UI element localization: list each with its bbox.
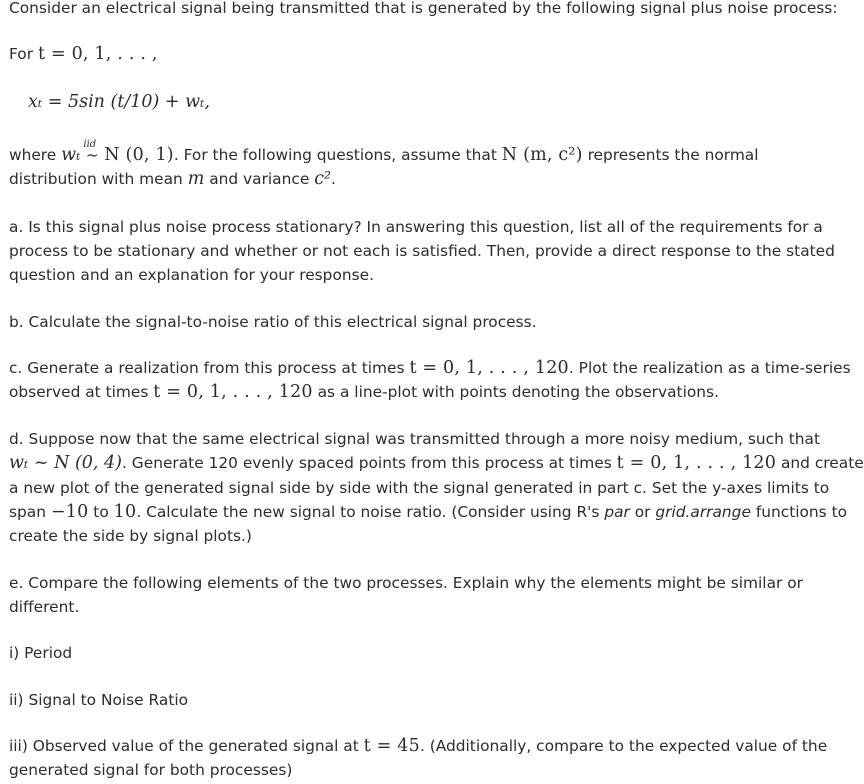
where-word: where — [9, 146, 62, 164]
noise-symbol: wₜ — [61, 145, 81, 165]
question-e-line2 — [9, 596, 79, 618]
dist-period: . — [331, 170, 336, 188]
question-c-text2a: observed at times — [9, 383, 154, 401]
question-d-text5: create the side by signal plots.) — [9, 527, 252, 545]
question-d-line2 — [9, 452, 864, 474]
question-d-text2a: . Generate 120 evenly spaced points from this process at times — [122, 454, 617, 472]
sub-item-observed-line1 — [9, 735, 827, 757]
sub-item-observed-line2 — [9, 759, 292, 781]
intro-line — [9, 0, 838, 19]
tilde-symbol: ~ — [85, 146, 99, 164]
question-d-line5 — [9, 525, 252, 547]
question-a-text2: process to be stationary and whether or not each is satisfied. Then, provide a direct response to the stated — [9, 242, 835, 260]
where-text2: represents the normal — [582, 146, 759, 164]
sub-item-ii-text: ii) Signal to Noise Ratio — [9, 691, 189, 709]
question-d-line3 — [9, 477, 829, 499]
sub-item-period — [9, 642, 72, 664]
normal-notation: N (m, c²) — [501, 145, 583, 165]
for-prefix: For — [9, 45, 38, 63]
sub-item-iii-text1a: iii) Observed value of the generated signal at — [9, 737, 364, 755]
question-d-text4e: functions to — [750, 503, 848, 521]
question-d-text4d: or — [629, 503, 656, 521]
question-b-line1 — [9, 311, 537, 333]
question-e-line1 — [9, 572, 803, 594]
intro-text: Consider an electrical signal being transmitted that is generated by the following signal plus noise process: — [9, 0, 838, 17]
question-a-line2 — [9, 240, 835, 262]
question-d-text4c: . Calculate the new signal to noise ratio. (Consider using R's — [136, 503, 605, 521]
for-math: t = 0, 1, . . . , — [37, 44, 158, 64]
question-d-line1 — [9, 428, 820, 450]
where-text: . For the following questions, assume that — [173, 146, 502, 164]
iid-label: iid — [83, 139, 97, 150]
question-a-line3 — [9, 264, 374, 286]
iid-tilde — [83, 139, 99, 166]
question-b-text: b. Calculate the signal-to-noise ratio of this electrical signal process. — [9, 313, 537, 331]
question-c-math1: t = 0, 1, . . . , 120 — [409, 358, 569, 378]
question-d-text4b: to — [88, 503, 114, 521]
par-function: par — [604, 503, 630, 521]
question-d-text2b: and create — [776, 454, 864, 472]
grid-arrange-function: grid.arrange — [655, 503, 751, 521]
question-c-math2: t = 0, 1, . . . , 120 — [153, 382, 313, 402]
mean-symbol: m — [187, 169, 205, 189]
question-d-line4 — [9, 501, 847, 523]
dist-text2: and variance — [204, 170, 315, 188]
sub-item-snr — [9, 689, 188, 711]
question-c-text1b: . Plot the realization as a time-series — [568, 359, 851, 377]
where-line — [9, 139, 759, 166]
question-d-math2: t = 0, 1, . . . , 120 — [616, 453, 777, 473]
dist-text: distribution with mean — [9, 170, 188, 188]
sub-item-i-text: i) Period — [9, 644, 73, 662]
equation-math: xₜ = 5sin (t/10) + wₜ, — [28, 92, 211, 112]
question-e-text1: e. Compare the following elements of the two processes. Explain why the elements might be similar or — [9, 574, 803, 592]
question-d-math1: wₜ ~ N (0, 4) — [9, 453, 123, 473]
question-d-text4a: span — [9, 503, 51, 521]
process-equation — [28, 91, 210, 113]
question-c-line2 — [9, 381, 719, 403]
sub-item-iii-math: t = 45 — [363, 736, 420, 756]
question-d-math-neg10: −10 — [50, 502, 89, 522]
question-e-text2: different. — [9, 598, 80, 616]
question-a-text3: question and an explanation for your response. — [9, 266, 375, 284]
question-d-text3: a new plot of the generated signal side by side with the signal generated in part c. Set the y-axes limits to — [9, 479, 830, 497]
sub-item-iii-text1b: . (Additionally, compare to the expected value of the — [419, 737, 828, 755]
for-line — [9, 43, 158, 65]
question-d-text1: d. Suppose now that the same electrical signal was transmitted through a more noisy medium, such that — [9, 430, 821, 448]
question-c-text1a: c. Generate a realization from this process at times — [9, 359, 410, 377]
distribution-line — [9, 168, 336, 190]
question-c-line1 — [9, 357, 851, 379]
question-c-text2b: as a line-plot with points denoting the observations. — [312, 383, 719, 401]
noise-distribution: N (0, 1) — [104, 145, 174, 165]
variance-symbol: c² — [314, 169, 332, 189]
question-a-line1 — [9, 216, 823, 238]
question-d-math-10: 10 — [113, 502, 137, 522]
sub-item-iii-text2: generated signal for both processes) — [9, 761, 293, 779]
question-a-text1: a. Is this signal plus noise process stationary? In answering this question, list all of the requirements for a — [9, 218, 823, 236]
